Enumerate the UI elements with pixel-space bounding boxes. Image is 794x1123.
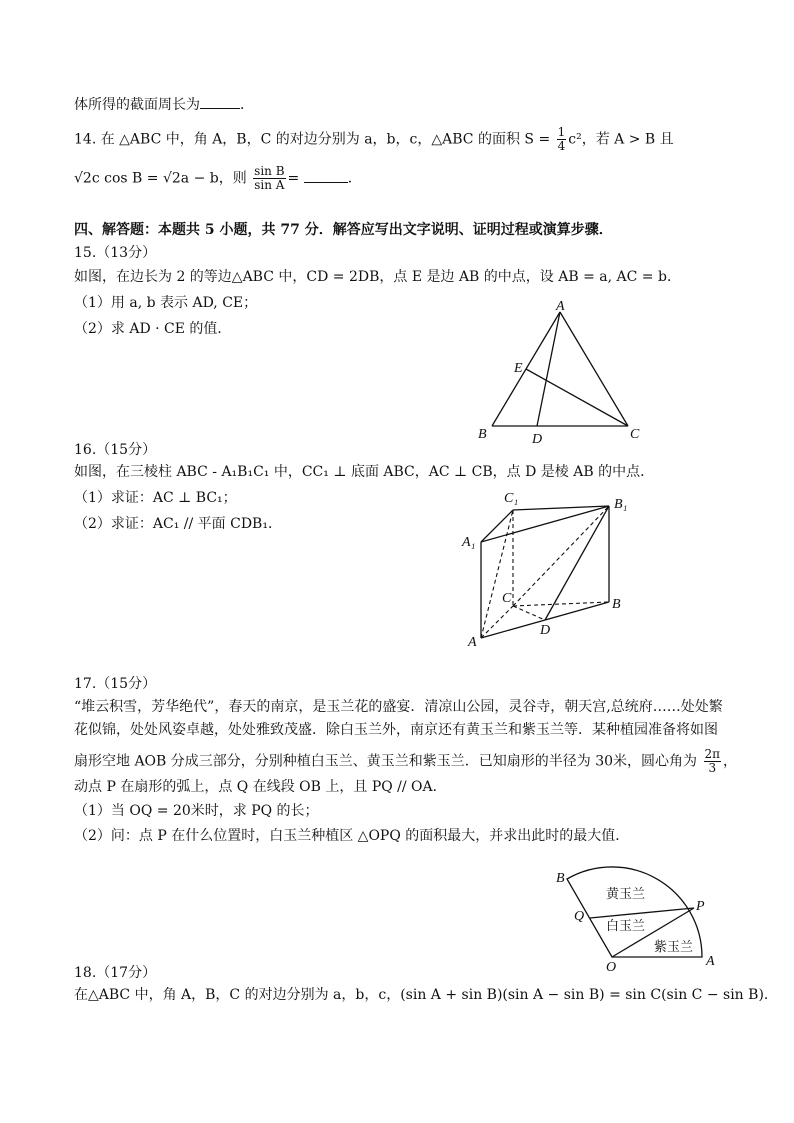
q16-part2: （2）求证：AC₁ // 平面 CDB₁． — [74, 516, 282, 532]
q17-frac-num: 2π — [704, 747, 721, 761]
q14-text-3: √2c cos B = √2a − b，则 — [74, 170, 247, 187]
label-Q: Q — [574, 909, 585, 924]
q14-frac-num: 1 — [557, 125, 566, 139]
q13-tail: 体所得的截面周长为 ． — [74, 94, 254, 115]
q15-part1: （1）用 a, b 表示 AD, CE； — [74, 295, 258, 311]
q17-line3-text: 扇形空地 AOB 分成三部分，分别种植白玉兰、黄玉兰和紫玉兰．已知扇形的半径为 30米，圆心角为 — [74, 753, 698, 770]
label-C: C — [630, 427, 640, 442]
q15-part2: （2）求 AD · CE 的值． — [74, 321, 232, 337]
label-P: P — [696, 899, 705, 914]
label-A: A — [706, 954, 715, 969]
q17-part1: （1）当 OQ = 20米时，求 PQ 的长； — [74, 803, 319, 819]
label-B: B — [612, 597, 621, 612]
label-E: E — [514, 361, 523, 376]
q14-text-2: c²，若 A > B 且 — [568, 131, 674, 148]
q14-frac2-num: sin B — [254, 164, 285, 178]
q17-fraction — [704, 748, 722, 775]
section-heading: 四、解答题：本题共 5 小题，共 77 分．解答应写出文字说明、证明过程或演算步骤． — [74, 222, 613, 238]
label-white-magnolia: 白玉兰 — [606, 919, 646, 934]
q14-fraction — [557, 126, 567, 153]
q14-text-1: 14. 在 △ABC 中，角 A，B，C 的对边分别为 a，b，c，△ABC 的面积 S = — [74, 131, 551, 148]
q16-part1: （1）求证：AC ⊥ BC₁； — [74, 490, 237, 506]
label-A1: A₁ — [462, 535, 476, 550]
q17-heading: 17.（15分） — [74, 676, 157, 692]
label-D: D — [532, 432, 543, 447]
label-C1: C₁ — [504, 491, 519, 506]
q17-line2: 花似锦，处处风姿卓越，处处雅致茂盛．除白玉兰外，南京还有黄玉兰和紫玉兰等．某种植园准备将如图 — [74, 722, 718, 738]
q15-triangle-figure — [470, 300, 650, 450]
label-A: A — [468, 635, 477, 650]
q14-line1 — [74, 126, 674, 153]
q17-line1: “堆云积雪，芳华绝代”，春天的南京，是玉兰花的盛宴．清凉山公园，灵谷寺，朝天宫,总统府……处处繁 — [74, 699, 723, 715]
q17-frac-den: 3 — [708, 761, 717, 775]
label-D: D — [540, 623, 551, 638]
q14-fraction-2 — [253, 165, 285, 192]
q17-line4: 动点 P 在扇形的弧上，点 Q 在线段 OB 上，且 PQ // OA． — [74, 779, 447, 795]
label-B: B — [478, 427, 487, 442]
label-yellow-magnolia: 黄玉兰 — [606, 887, 646, 902]
label-B: B — [556, 871, 565, 886]
q15-stem: 如图，在边长为 2 的等边△ABC 中，CD = 2DB，点 E 是边 AB 的中点，设 AB = a, AC = b． — [74, 269, 681, 285]
label-B1: B₁ — [614, 497, 628, 512]
q17-sector-figure — [550, 858, 730, 973]
q17-line3 — [74, 748, 737, 775]
q17-part2: （2）问：点 P 在什么位置时，白玉兰种植区 △OPQ 的面积最大，并求出此时的最大值． — [74, 828, 630, 844]
q13-tail-text: 体所得的截面周长为 — [74, 97, 200, 113]
q16-stem: 如图，在三棱柱 ABC - A₁B₁C₁ 中，CC₁ ⊥ 底面 ABC，AC ⊥ CB，点 D 是棱 AB 的中点． — [74, 464, 655, 480]
q14-text-4: = — [287, 170, 300, 187]
q17-line3-end: ， — [723, 753, 738, 770]
q18-stem: 在△ABC 中，角 A，B，C 的对边分别为 a，b，c，(sin A + sin B)(sin A − sin B) = sin C(sin C − sin B)． — [74, 987, 778, 1003]
q14-frac-den: 4 — [557, 139, 566, 153]
q16-prism-figure — [456, 488, 646, 653]
q14-frac2-den: sin A — [254, 178, 285, 192]
label-purple-magnolia: 紫玉兰 — [654, 940, 694, 955]
label-A: A — [556, 300, 565, 314]
label-O: O — [606, 960, 617, 973]
q18-heading: 18.（17分） — [74, 965, 157, 981]
q15-heading: 15.（13分） — [74, 245, 157, 261]
q16-heading: 16.（15分） — [74, 442, 157, 458]
answer-blank — [200, 94, 240, 109]
answer-blank — [304, 168, 348, 183]
label-C: C — [502, 591, 512, 606]
q14-line2: √2c cos B = √2a − b，则 $\frac{\text{sin B}}{\text{sin A}}$ = ． — [74, 164, 362, 192]
